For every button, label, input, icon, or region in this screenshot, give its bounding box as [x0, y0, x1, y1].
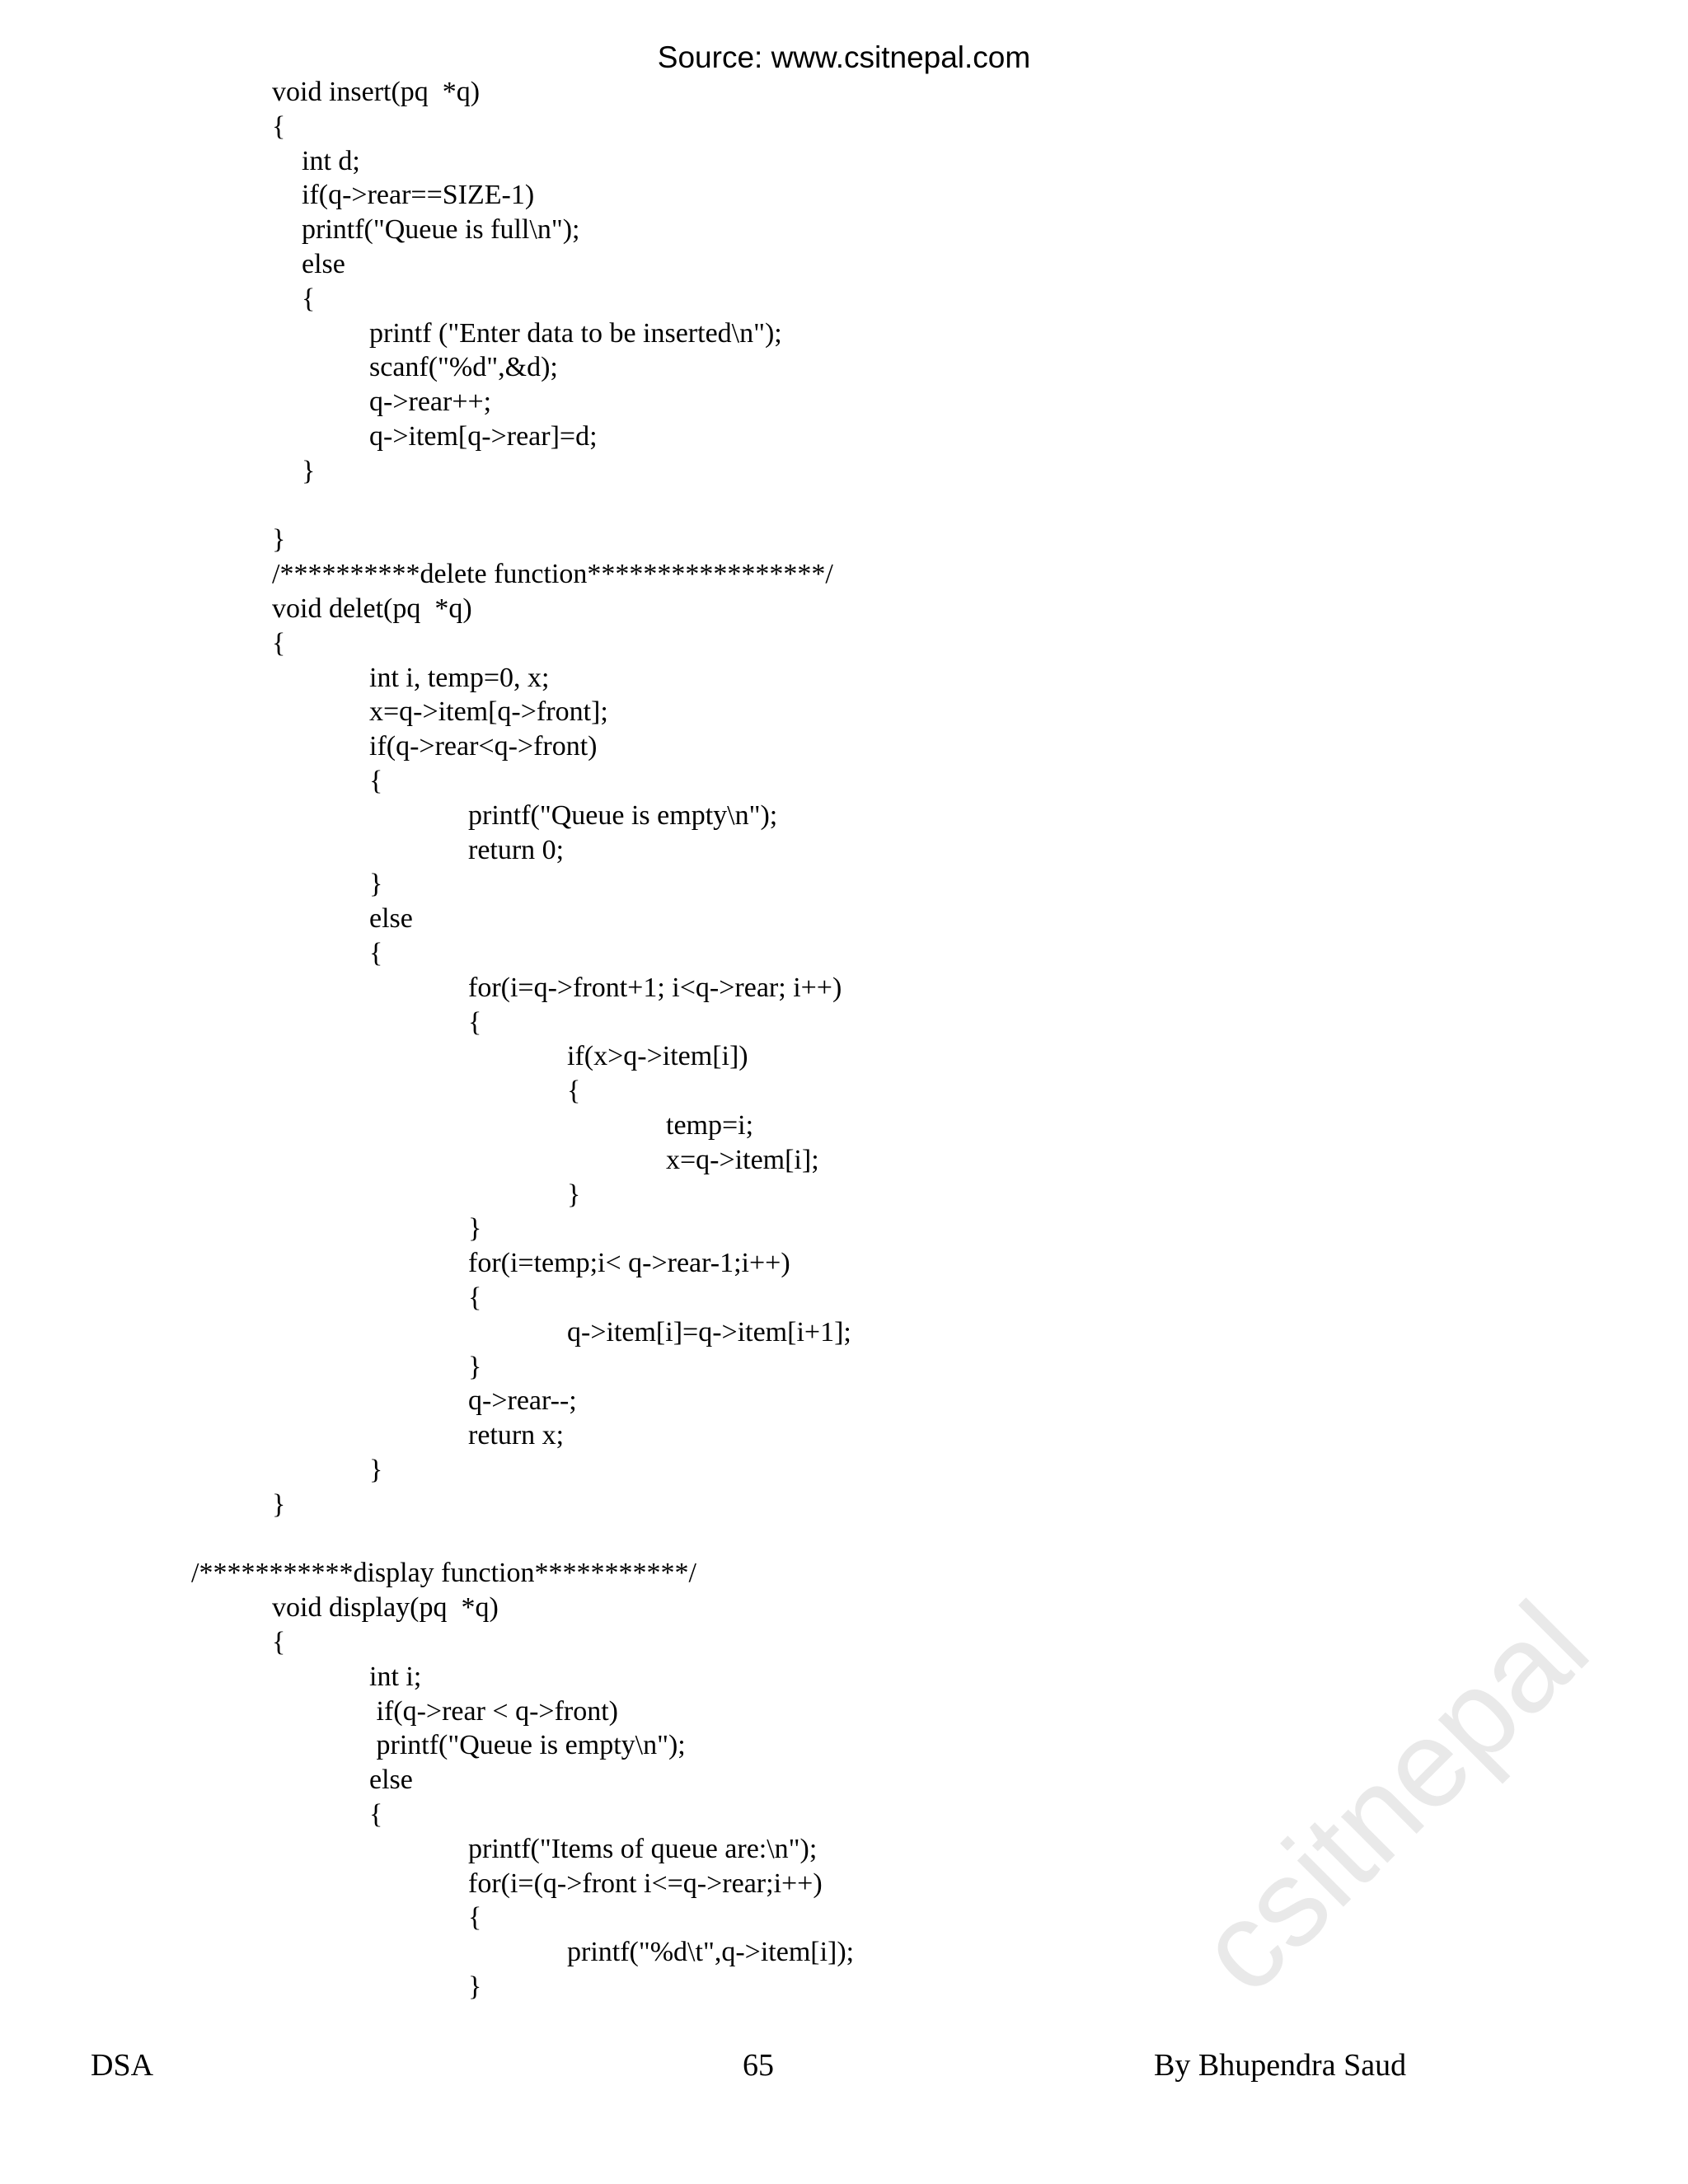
code-line: { [302, 284, 316, 314]
code-line: for(i=q->front+1; i<q->rear; i++) [468, 972, 842, 1003]
code-line: { [468, 1007, 482, 1038]
code-line: if(q->rear<q->front) [369, 731, 598, 762]
code-line: } [468, 1352, 482, 1382]
code-line: { [272, 1627, 286, 1657]
code-line: else [369, 903, 413, 934]
code-line: } [302, 456, 316, 486]
code-line: { [567, 1076, 581, 1106]
watermark-logo: csitnepal [1170, 1575, 1615, 2019]
code-line: { [272, 111, 286, 142]
code-line: x=q->item[i]; [666, 1145, 819, 1175]
code-line: q->item[i]=q->item[i+1]; [567, 1317, 851, 1347]
source-header: Source: www.csitnepal.com [657, 40, 1031, 74]
footer-author: By Bhupendra Saud [1154, 2048, 1407, 2083]
code-line: printf("%d\t",q->item[i]); [567, 1937, 855, 1967]
code-line: { [369, 766, 383, 796]
code-line: if(q->rear==SIZE-1) [302, 180, 535, 210]
code-line: } [567, 1179, 581, 1210]
code-line: else [369, 1765, 413, 1795]
code-line: { [272, 628, 286, 658]
code-line: return 0; [468, 835, 565, 865]
code-line: for(i=(q->front i<=q->rear;i++) [468, 1868, 823, 1899]
code-line: q->rear--; [468, 1385, 577, 1416]
code-line: } [272, 524, 286, 555]
code-line: void insert(pq *q) [272, 77, 481, 107]
code-line: printf("Queue is full\n"); [302, 214, 580, 245]
code-line: printf("Queue is empty\n"); [468, 800, 778, 831]
code-line: printf("Queue is empty\n"); [369, 1730, 686, 1760]
code-line: if(x>q->item[i]) [567, 1041, 748, 1071]
page-number: 65 [743, 2048, 774, 2083]
code-line: int i, temp=0, x; [369, 663, 550, 693]
code-line: { [468, 1282, 482, 1313]
code-line: temp=i; [666, 1110, 754, 1141]
code-line: if(q->rear < q->front) [369, 1696, 618, 1727]
code-line: { [369, 1799, 383, 1830]
code-line: { [369, 938, 383, 968]
code-line: } [369, 869, 383, 899]
code-line: printf ("Enter data to be inserted\n"); [369, 318, 782, 349]
code-line: /***********display function***********/ [191, 1558, 696, 1588]
code-line: scanf("%d",&d); [369, 352, 558, 382]
footer-course: DSA [91, 2048, 154, 2083]
code-line: int i; [369, 1661, 422, 1692]
code-line: } [369, 1455, 383, 1485]
code-line: void display(pq *q) [272, 1592, 499, 1623]
code-line: } [468, 1213, 482, 1244]
code-line: void delet(pq *q) [272, 593, 472, 624]
code-line: /**********delete function*****************/ [272, 559, 833, 589]
code-line: for(i=temp;i< q->rear-1;i++) [468, 1248, 790, 1278]
code-line: x=q->item[q->front]; [369, 696, 608, 727]
code-line: q->item[q->rear]=d; [369, 421, 598, 452]
code-line: return x; [468, 1420, 565, 1451]
code-line: else [302, 249, 345, 279]
code-line: } [272, 1489, 286, 1520]
code-line: } [468, 1971, 482, 2002]
code-line: { [468, 1902, 482, 1933]
code-line: int d; [302, 146, 360, 176]
code-line: q->rear++; [369, 387, 492, 417]
code-line: printf("Items of queue are:\n"); [468, 1834, 818, 1864]
